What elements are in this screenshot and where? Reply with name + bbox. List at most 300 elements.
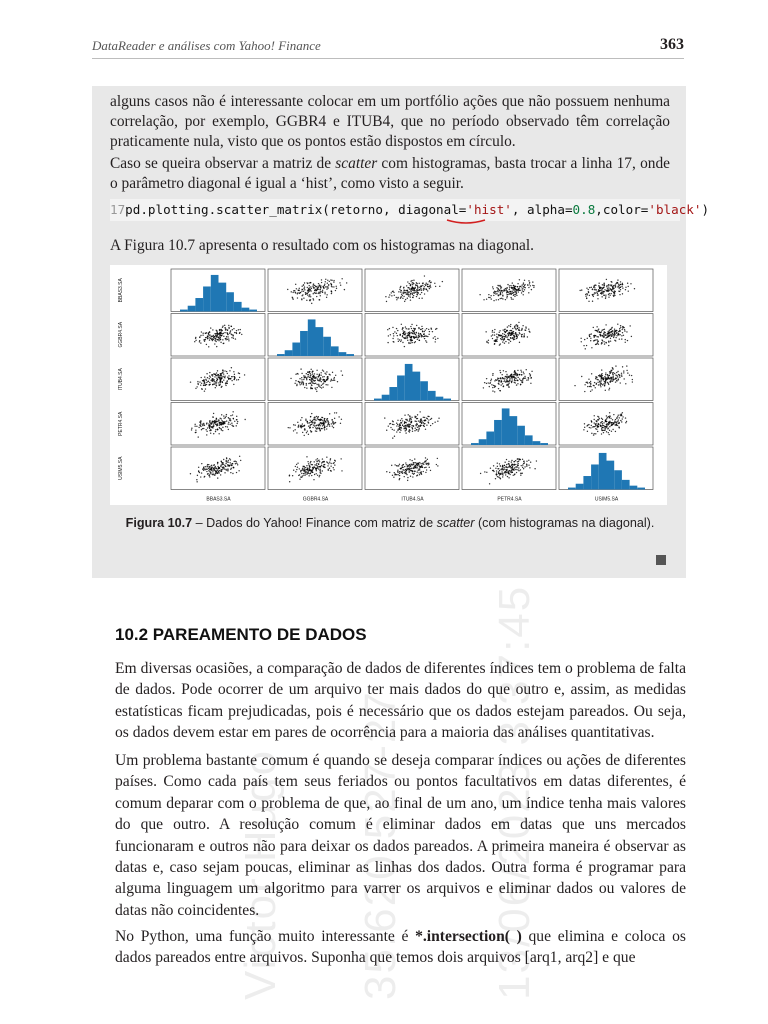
scatter-point <box>294 429 295 430</box>
scatter-point <box>326 426 327 427</box>
scatter-point <box>402 471 403 472</box>
scatter-point <box>603 341 604 342</box>
scatter-point <box>513 464 514 465</box>
scatter-point <box>602 423 603 424</box>
watermark-name: Victor Hugo <box>236 748 285 1000</box>
scatter-point <box>615 422 616 423</box>
scatter-point <box>598 341 599 342</box>
scatter-point <box>510 326 511 327</box>
scatter-point <box>304 387 305 388</box>
scatter-point <box>340 370 341 371</box>
scatter-point <box>528 460 529 461</box>
scatter-point <box>605 381 606 382</box>
scatter-point <box>320 285 321 286</box>
scatter-point <box>226 457 227 458</box>
scatter-point <box>315 383 316 384</box>
scatter-point <box>609 426 610 427</box>
scatter-point <box>306 378 307 379</box>
scatter-point <box>404 414 405 415</box>
scatter-point <box>509 470 510 471</box>
scatter-point <box>332 421 333 422</box>
scatter-point <box>605 337 606 338</box>
scatter-point <box>236 425 237 426</box>
scatter-point <box>314 290 315 291</box>
scatter-point <box>585 348 586 349</box>
scatter-point <box>594 422 595 423</box>
scatter-point <box>514 473 515 474</box>
scatter-point <box>306 387 307 388</box>
scatter-point <box>215 471 216 472</box>
scatter-point <box>502 338 503 339</box>
scatter-point <box>526 465 527 466</box>
scatter-point <box>303 475 304 476</box>
scatter-point <box>212 384 213 385</box>
scatter-point <box>427 464 428 465</box>
scatter-point <box>513 333 514 334</box>
scatter-point <box>483 387 484 388</box>
scatter-point <box>199 472 200 473</box>
scatter-point <box>216 382 217 383</box>
scatter-point <box>228 417 229 418</box>
scatter-point <box>424 293 425 294</box>
scatter-point <box>515 460 516 461</box>
scatter-point <box>498 471 499 472</box>
scatter-point <box>615 365 616 366</box>
histogram-bar <box>374 399 382 401</box>
scatter-point <box>216 372 217 373</box>
scatter-point <box>227 329 228 330</box>
scatter-point <box>215 419 216 420</box>
scatter-point <box>228 460 229 461</box>
scatter-point <box>435 286 436 287</box>
scatter-point <box>604 334 605 335</box>
scatter-point <box>308 434 309 435</box>
scatter-point <box>423 334 424 335</box>
box-paragraph-2-post: com histogramas, basta trocar a linha 17, onde o parâmetro diagonal é igual a ‘hist’, como visto a seguir. <box>110 155 670 192</box>
scatter-point <box>410 476 411 477</box>
scatter-point <box>489 483 490 484</box>
scatter-point <box>502 476 503 477</box>
scatter-point <box>609 416 610 417</box>
scatter-point <box>526 461 527 462</box>
scatter-point <box>200 335 201 336</box>
scatter-point <box>323 370 324 371</box>
scatter-point <box>490 380 491 381</box>
scatter-point <box>601 433 602 434</box>
scatter-point <box>314 474 315 475</box>
watermark-id: 35.620.527-27 <box>356 690 405 1000</box>
scatter-point <box>311 377 312 378</box>
scatter-point <box>519 290 520 291</box>
scatter-point <box>435 329 436 330</box>
scatter-point <box>427 459 428 460</box>
scatter-point <box>414 330 415 331</box>
scatter-point <box>517 383 518 384</box>
scatter-point <box>591 373 592 374</box>
scatter-point <box>344 289 345 290</box>
scatter-point <box>415 290 416 291</box>
scatter-point <box>228 325 229 326</box>
scatter-point <box>211 465 212 466</box>
scatter-point <box>311 385 312 386</box>
scatter-point <box>410 470 411 471</box>
scatter-point <box>198 436 199 437</box>
scatter-point <box>504 339 505 340</box>
scatter-point <box>616 282 617 283</box>
scatter-point <box>438 418 439 419</box>
scatter-point <box>492 334 493 335</box>
scatter-point <box>219 379 220 380</box>
row-label: USIM5.SA <box>118 456 124 480</box>
scatter-point <box>498 381 499 382</box>
scatter-point <box>600 386 601 387</box>
scatter-point <box>479 294 480 295</box>
scatter-point <box>298 381 299 382</box>
scatter-point <box>584 384 585 385</box>
scatter-point <box>225 383 226 384</box>
scatter-point <box>596 429 597 430</box>
scatter-point <box>390 334 391 335</box>
scatter-point <box>618 422 619 423</box>
scatter-point <box>426 464 427 465</box>
scatter-point <box>298 475 299 476</box>
scatter-point <box>428 334 429 335</box>
scatter-point <box>295 471 296 472</box>
scatter-point <box>500 338 501 339</box>
scatter-point <box>506 297 507 298</box>
scatter-point <box>310 296 311 297</box>
scatter-point <box>219 375 220 376</box>
scatter-point <box>294 424 295 425</box>
scatter-point <box>321 465 322 466</box>
scatter-point <box>316 384 317 385</box>
scatter-point <box>331 379 332 380</box>
scatter-point <box>200 426 201 427</box>
scatter-point <box>612 419 613 420</box>
scatter-point <box>415 334 416 335</box>
scatter-point <box>403 291 404 292</box>
scatter-point <box>324 427 325 428</box>
scatter-point <box>412 288 413 289</box>
scatter-point <box>236 333 237 334</box>
scatter-point <box>229 462 230 463</box>
scatter-point <box>416 423 417 424</box>
scatter-point <box>207 338 208 339</box>
scatter-point <box>399 475 400 476</box>
scatter-point <box>609 330 610 331</box>
scatter-point <box>615 285 616 286</box>
scatter-point <box>602 340 603 341</box>
scatter-point <box>413 464 414 465</box>
scatter-point <box>527 284 528 285</box>
scatter-point <box>509 378 510 379</box>
scatter-point <box>496 472 497 473</box>
scatter-point <box>199 424 200 425</box>
scatter-point <box>403 470 404 471</box>
scatter-point <box>426 328 427 329</box>
scatter-point <box>494 329 495 330</box>
scatter-point <box>300 425 301 426</box>
scatter-point <box>598 285 599 286</box>
scatter-point <box>325 380 326 381</box>
scatter-point <box>319 461 320 462</box>
scatter-point <box>608 345 609 346</box>
scatter-point <box>614 333 615 334</box>
scatter-point <box>422 285 423 286</box>
scatter-point <box>230 330 231 331</box>
scatter-point <box>326 371 327 372</box>
scatter-point <box>520 384 521 385</box>
scatter-point <box>518 327 519 328</box>
running-header <box>92 36 684 59</box>
scatter-point <box>417 427 418 428</box>
scatter-point <box>506 459 507 460</box>
scatter-point <box>409 459 410 460</box>
scatter-point <box>322 369 323 370</box>
scatter-point <box>604 285 605 286</box>
scatter-point <box>232 414 233 415</box>
scatter-point <box>233 371 234 372</box>
scatter-point <box>516 335 517 336</box>
scatter-point <box>515 469 516 470</box>
scatter-point <box>606 426 607 427</box>
scatter-point <box>308 425 309 426</box>
scatter-point <box>397 330 398 331</box>
scatter-point <box>605 372 606 373</box>
scatter-point <box>530 383 531 384</box>
scatter-point <box>585 295 586 296</box>
scatter-point <box>422 467 423 468</box>
code-string-1: 'hist' <box>466 202 512 217</box>
scatter-point <box>615 340 616 341</box>
scatter-point <box>499 332 500 333</box>
scatter-point <box>307 374 308 375</box>
scatter-point <box>597 419 598 420</box>
scatter-point <box>195 337 196 338</box>
histogram-bar <box>517 426 525 445</box>
scatter-point <box>402 336 403 337</box>
scatter-point <box>316 370 317 371</box>
scatter-point <box>237 464 238 465</box>
scatter-point <box>221 420 222 421</box>
scatter-point <box>607 288 608 289</box>
scatter-point <box>320 372 321 373</box>
scatter-point <box>521 380 522 381</box>
scatter-point <box>427 284 428 285</box>
scatter-point <box>204 390 205 391</box>
scatter-point <box>402 328 403 329</box>
scatter-point <box>209 428 210 429</box>
scatter-point <box>406 464 407 465</box>
scatter-point <box>400 292 401 293</box>
scatter-point <box>321 279 322 280</box>
scatter-point <box>426 282 427 283</box>
scatter-point <box>324 467 325 468</box>
scatter-point <box>597 339 598 340</box>
scatter-point <box>327 465 328 466</box>
scatter-point <box>405 462 406 463</box>
scatter-point <box>313 479 314 480</box>
scatter-point <box>410 421 411 422</box>
scatter-point <box>413 291 414 292</box>
scatter-point <box>232 411 233 412</box>
histogram-bar <box>346 354 354 356</box>
scatter-point <box>307 283 308 284</box>
box-paragraph-2-em: scatter <box>335 155 378 172</box>
scatter-point <box>302 468 303 469</box>
scatter-point <box>227 373 228 374</box>
scatter-point <box>500 381 501 382</box>
scatter-point <box>601 369 602 370</box>
scatter-point <box>500 469 501 470</box>
scatter-point <box>304 375 305 376</box>
scatter-point <box>311 303 312 304</box>
scatter-point <box>605 382 606 383</box>
scatter-point <box>514 370 515 371</box>
scatter-point <box>434 422 435 423</box>
scatter-point <box>604 295 605 296</box>
scatter-point <box>331 291 332 292</box>
scatter-point <box>206 466 207 467</box>
scatter-point <box>597 294 598 295</box>
scatter-point <box>414 430 415 431</box>
scatter-point <box>323 423 324 424</box>
scatter-point <box>313 417 314 418</box>
scatter-point <box>610 418 611 419</box>
scatter-point <box>394 464 395 465</box>
scatter-point <box>511 374 512 375</box>
scatter-point <box>400 430 401 431</box>
scatter-point <box>314 373 315 374</box>
scatter-point <box>304 467 305 468</box>
scatter-point <box>508 461 509 462</box>
scatter-point <box>407 328 408 329</box>
scatter-point <box>216 424 217 425</box>
histogram-bar <box>413 372 421 401</box>
scatter-point <box>505 467 506 468</box>
scatter-point <box>209 474 210 475</box>
scatter-point <box>596 425 597 426</box>
matrix-cell <box>462 447 556 490</box>
scatter-point <box>406 420 407 421</box>
scatter-point <box>517 458 518 459</box>
scatter-point <box>220 333 221 334</box>
scatter-point <box>597 298 598 299</box>
scatter-point <box>505 474 506 475</box>
scatter-point <box>517 469 518 470</box>
histogram-bar <box>510 416 518 445</box>
scatter-point <box>534 468 535 469</box>
scatter-point <box>310 473 311 474</box>
scatter-point <box>411 470 412 471</box>
scatter-point <box>217 463 218 464</box>
scatter-point <box>504 469 505 470</box>
scatter-point <box>311 424 312 425</box>
scatter-point <box>223 468 224 469</box>
scatter-point <box>312 469 313 470</box>
scatter-point <box>608 289 609 290</box>
histogram-bar <box>323 337 331 356</box>
scatter-point <box>587 386 588 387</box>
scatter-point <box>313 419 314 420</box>
scatter-point <box>418 420 419 421</box>
scatter-point <box>420 472 421 473</box>
scatter-point <box>330 470 331 471</box>
scatter-point <box>609 295 610 296</box>
scatter-point <box>426 417 427 418</box>
scatter-point <box>417 339 418 340</box>
scatter-point <box>219 377 220 378</box>
scatter-point <box>604 329 605 330</box>
scatter-point <box>295 284 296 285</box>
scatter-point <box>617 286 618 287</box>
scatter-point <box>210 433 211 434</box>
scatter-point <box>520 473 521 474</box>
scatter-point <box>429 331 430 332</box>
scatter-point <box>232 329 233 330</box>
scatter-point <box>420 463 421 464</box>
histogram-bar <box>382 395 390 401</box>
histogram-bar <box>316 327 324 356</box>
scatter-point <box>593 294 594 295</box>
scatter-point <box>396 474 397 475</box>
body-paragraph-2: Um problema bastante comum é quando se deseja comparar índices ou ações de diferentes países. Como cada país tem seus feriados ou pontos facultativos em datas diferentes, é comum deparar com o problema de que, ao final de um ano, um índice tenha mais valores do que outro. A resolução comum é eliminar dados em datas que uns mercados funcionaram e outros não para deixar os dados pareados. A primeira maneira é observar as datas e, caso sejam poucas, eliminar as linhas dos dados. Outra forma é programar para alguma linguagem um algoritmo para varrer os arquivos e eliminar dados ou valores de datas não coincidentes. <box>115 752 686 919</box>
scatter-point <box>312 372 313 373</box>
scatter-point <box>327 287 328 288</box>
scatter-point <box>589 295 590 296</box>
scatter-point <box>209 426 210 427</box>
scatter-point <box>502 298 503 299</box>
scatter-point <box>421 326 422 327</box>
scatter-point <box>442 281 443 282</box>
scatter-point <box>517 283 518 284</box>
scatter-point <box>308 292 309 293</box>
scatter-point <box>400 420 401 421</box>
scatter-point <box>612 374 613 375</box>
scatter-point <box>399 339 400 340</box>
scatter-point <box>529 282 530 283</box>
scatter-point <box>221 460 222 461</box>
scatter-point <box>321 419 322 420</box>
scatter-point <box>207 427 208 428</box>
scatter-point <box>529 283 530 284</box>
scatter-point <box>210 472 211 473</box>
scatter-point <box>511 461 512 462</box>
scatter-point <box>523 286 524 287</box>
scatter-point <box>318 386 319 387</box>
scatter-point <box>396 465 397 466</box>
scatter-point <box>616 333 617 334</box>
scatter-point <box>308 289 309 290</box>
scatter-point <box>405 432 406 433</box>
scatter-point <box>299 384 300 385</box>
scatter-point <box>414 342 415 343</box>
scatter-point <box>328 284 329 285</box>
scatter-point <box>622 283 623 284</box>
scatter-point <box>301 473 302 474</box>
scatter-point <box>408 471 409 472</box>
scatter-point <box>629 374 630 375</box>
scatter-point <box>620 327 621 328</box>
scatter-point <box>509 376 510 377</box>
scatter-point <box>315 376 316 377</box>
scatter-point <box>206 431 207 432</box>
scatter-point <box>195 429 196 430</box>
scatter-point <box>401 427 402 428</box>
scatter-point <box>617 371 618 372</box>
column-label: USIM5.SA <box>594 496 619 503</box>
scatter-point <box>602 430 603 431</box>
